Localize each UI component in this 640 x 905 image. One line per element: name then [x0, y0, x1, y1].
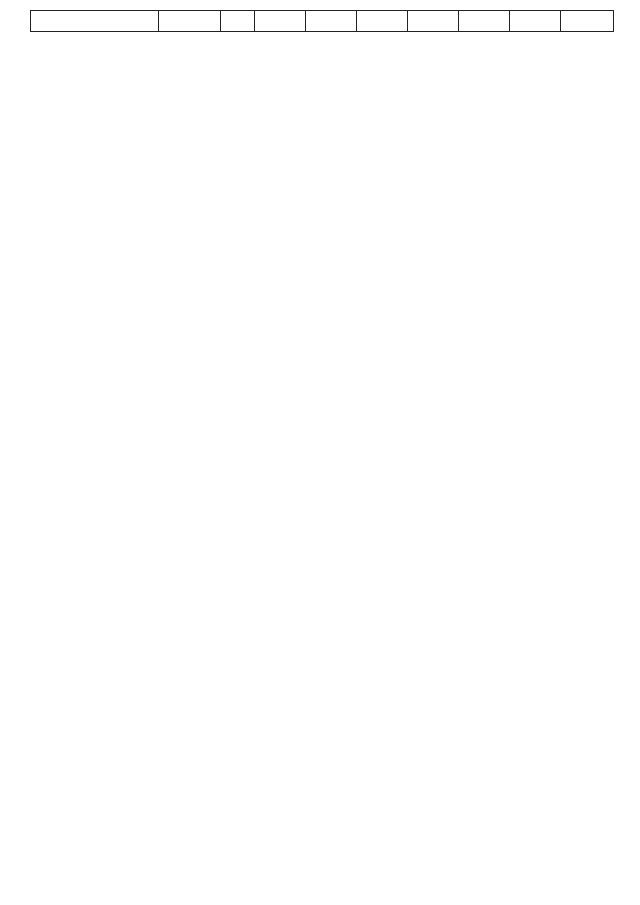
budget-table-body: [31, 11, 614, 32]
table-header-cell: [31, 11, 159, 32]
table-header-cell: [255, 11, 306, 32]
table-header-cell: [408, 11, 459, 32]
table-header-cell: [357, 11, 408, 32]
budget-table-page: [30, 10, 613, 895]
table-header-cell: [561, 11, 614, 32]
table-header-cell: [306, 11, 357, 32]
table-header-row: [31, 11, 614, 32]
budget-table: [30, 10, 614, 32]
table-header-cell: [159, 11, 221, 32]
table-header-cell: [510, 11, 561, 32]
table-header-cell: [459, 11, 510, 32]
table-header-cell: [221, 11, 255, 32]
